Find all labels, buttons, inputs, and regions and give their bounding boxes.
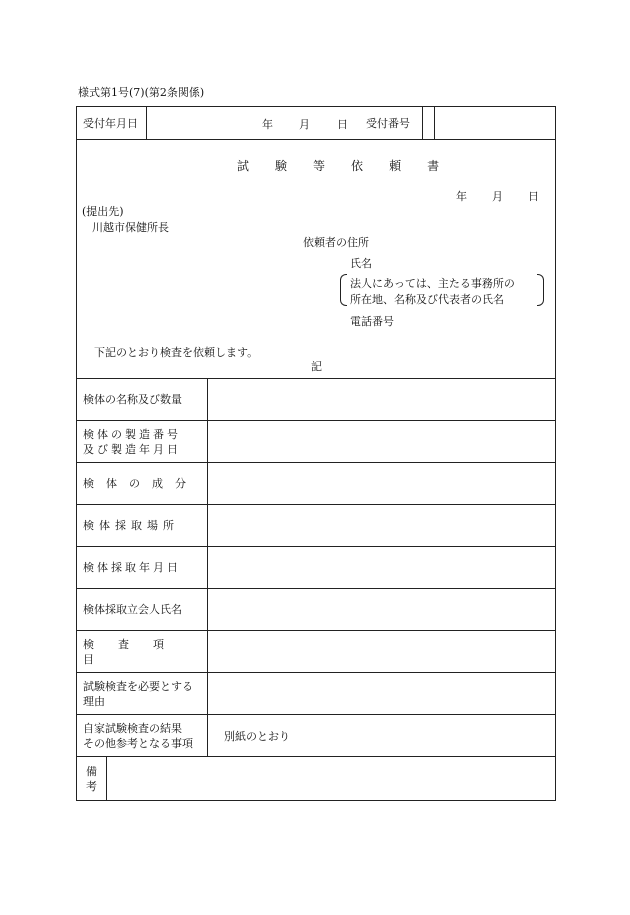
body-day: 日: [528, 190, 539, 203]
header-table: [76, 106, 556, 140]
remarks-row: [77, 757, 555, 800]
row-label: [77, 631, 208, 672]
row-label-line: 検体採取場所: [83, 519, 179, 532]
row-label-line: 検体の名称及び数量: [83, 393, 182, 406]
body-month: 月: [492, 190, 503, 203]
title-char: 等: [313, 159, 326, 173]
row-label-line: 検体の製造番号: [83, 427, 181, 441]
row-label: [77, 421, 208, 462]
row-value[interactable]: [208, 673, 555, 714]
row-label: [77, 547, 208, 588]
table-row: [77, 547, 555, 589]
form-id: 様式第1号(7)(第2条関係): [78, 86, 205, 99]
ki-mark: 記: [311, 360, 322, 373]
remarks-label-char: 考: [86, 779, 97, 793]
request-sentence: 下記のとおり検査を依頼します。: [94, 346, 259, 359]
received-date-label: 受付年月日: [77, 107, 147, 139]
row-label: [77, 589, 208, 630]
table-row: [77, 463, 555, 505]
title-char: 書: [427, 159, 440, 173]
table-row: [77, 715, 555, 757]
remarks-label-char: 備: [86, 764, 97, 778]
row-label: [77, 379, 208, 420]
row-label-line: 自家試験検査の結果: [83, 721, 182, 735]
table-row: [77, 589, 555, 631]
row-label: [77, 715, 208, 756]
row-value[interactable]: [208, 463, 555, 504]
corp-note-line2: 所在地、名称及び代表者の氏名: [350, 293, 504, 306]
recipient: 川越市保健所長: [92, 221, 169, 234]
row-label-line: 検体採取年月日: [83, 561, 181, 574]
hdr-day: 日: [337, 118, 348, 131]
table-row: [77, 673, 555, 715]
row-label-line: 検査項目: [83, 637, 188, 666]
submit-to-label: (提出先): [82, 205, 124, 218]
title-char: 頼: [389, 159, 402, 173]
name-label: 氏名: [350, 257, 372, 270]
row-value[interactable]: [208, 547, 555, 588]
row-label: [77, 505, 208, 546]
bracket-left: [340, 274, 347, 306]
row-value[interactable]: [208, 589, 555, 630]
table-row: [77, 505, 555, 547]
title-char: 験: [275, 159, 288, 173]
row-value[interactable]: [208, 631, 555, 672]
body-year: 年: [456, 190, 467, 203]
row-value[interactable]: 別紙のとおり: [224, 729, 290, 743]
remarks-label: [77, 757, 107, 800]
requester-address-label: 依頼者の住所: [303, 236, 369, 249]
row-label-line: 及び製造年月日: [83, 442, 181, 456]
row-label: [77, 673, 208, 714]
row-label-line: 理由: [83, 694, 105, 708]
title-char: 試: [237, 159, 250, 173]
table-row: [77, 379, 555, 421]
row-label-line: 検体採取立会人氏名: [83, 603, 182, 616]
hdr-month: 月: [299, 118, 310, 131]
document-title: [237, 157, 439, 174]
bracket-right: [537, 274, 544, 306]
row-label: [77, 463, 208, 504]
row-label-line: その他参考となる事項: [83, 736, 193, 750]
received-number-label: 受付番号: [359, 107, 423, 139]
remarks-value[interactable]: [107, 757, 555, 800]
table-row: [77, 421, 555, 463]
received-number-field[interactable]: [423, 107, 555, 139]
corp-note-line1: 法人にあっては、主たる事務所の: [350, 277, 515, 290]
phone-label: 電話番号: [350, 315, 394, 328]
row-value[interactable]: [208, 505, 555, 546]
row-value[interactable]: [208, 421, 555, 462]
table-row: [77, 631, 555, 673]
title-char: 依: [351, 159, 364, 173]
hdr-year: 年: [262, 118, 273, 131]
row-value[interactable]: [208, 379, 555, 420]
row-label-line: 試験検査を必要とする: [83, 679, 193, 693]
detail-table: [76, 378, 556, 801]
row-label-line: 検体の成分: [83, 477, 198, 490]
